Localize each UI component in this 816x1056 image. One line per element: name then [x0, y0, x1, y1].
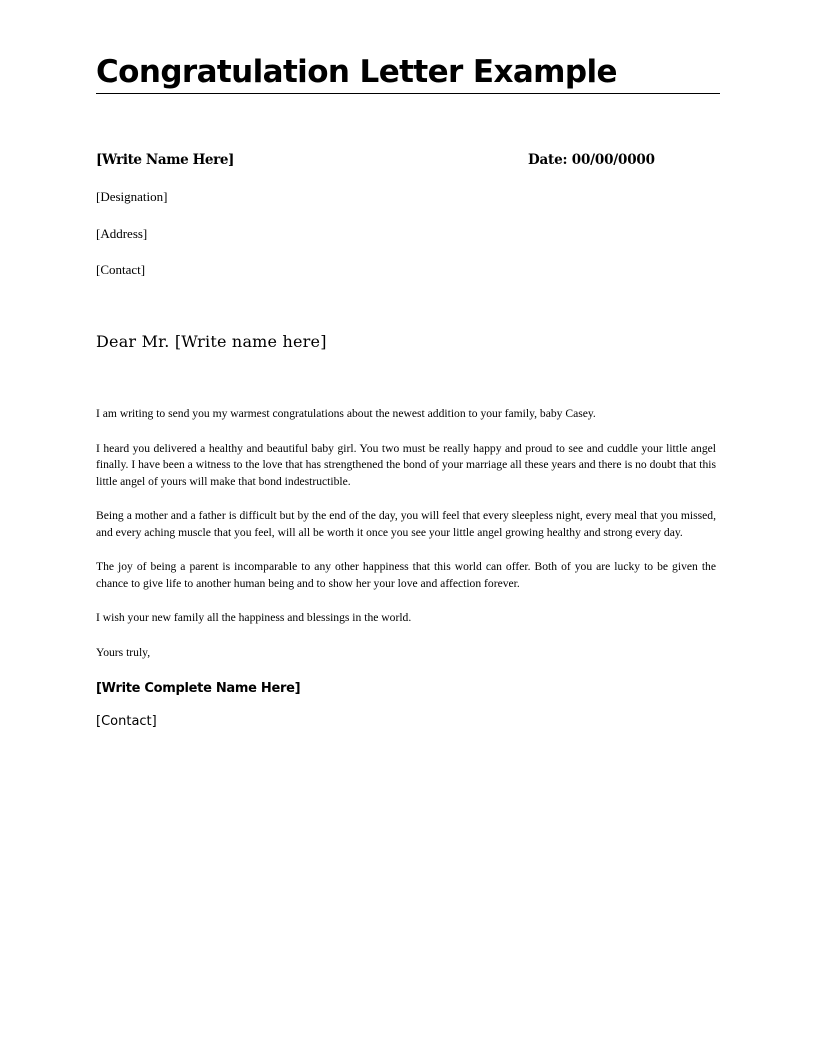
- body-paragraph: Being a mother and a father is difficult but by the end of the day, you will feel that every sleepless night, every meal that you missed, and every aching muscle that you feel, will all be worth it once you see your little angel growing healthy and strong every day.: [96, 509, 716, 539]
- sender-contact: [Contact]: [96, 262, 146, 277]
- document-title: Congratulation Letter Example: [96, 54, 617, 90]
- title-underline: [96, 93, 720, 94]
- body-paragraph: The joy of being a parent is incomparable to any other happiness that this world can offer. Both of you are lucky to be given the chance to give life to another human being and to show her your love and affection forever.: [96, 560, 716, 590]
- salutation: Dear Mr. [Write name here]: [96, 332, 327, 351]
- letter-date: Date: 00/00/0000: [528, 152, 655, 168]
- signer-name: [Write Complete Name Here]: [96, 681, 301, 696]
- sender-designation: [Designation]: [96, 189, 168, 204]
- sender-name: [Write Name Here]: [96, 152, 235, 168]
- sender-address: [Address]: [96, 226, 148, 241]
- body-paragraph: I wish your new family all the happiness and blessings in the world.: [96, 611, 412, 624]
- signer-contact: [Contact]: [96, 714, 157, 729]
- body-paragraph: I am writing to send you my warmest congratulations about the newest addition to your family, baby Casey.: [96, 407, 596, 420]
- body-paragraph: I heard you delivered a healthy and beautiful baby girl. You two must be really happy and proud to see and cuddle your little angel finally. I have been a witness to the love that has strengthened the bond of your marriage all these years and there is no doubt that this little angel of yours will make that bond indestructible.: [96, 441, 716, 488]
- closing-line: Yours truly,: [96, 645, 151, 659]
- letter-body: [96, 406, 716, 679]
